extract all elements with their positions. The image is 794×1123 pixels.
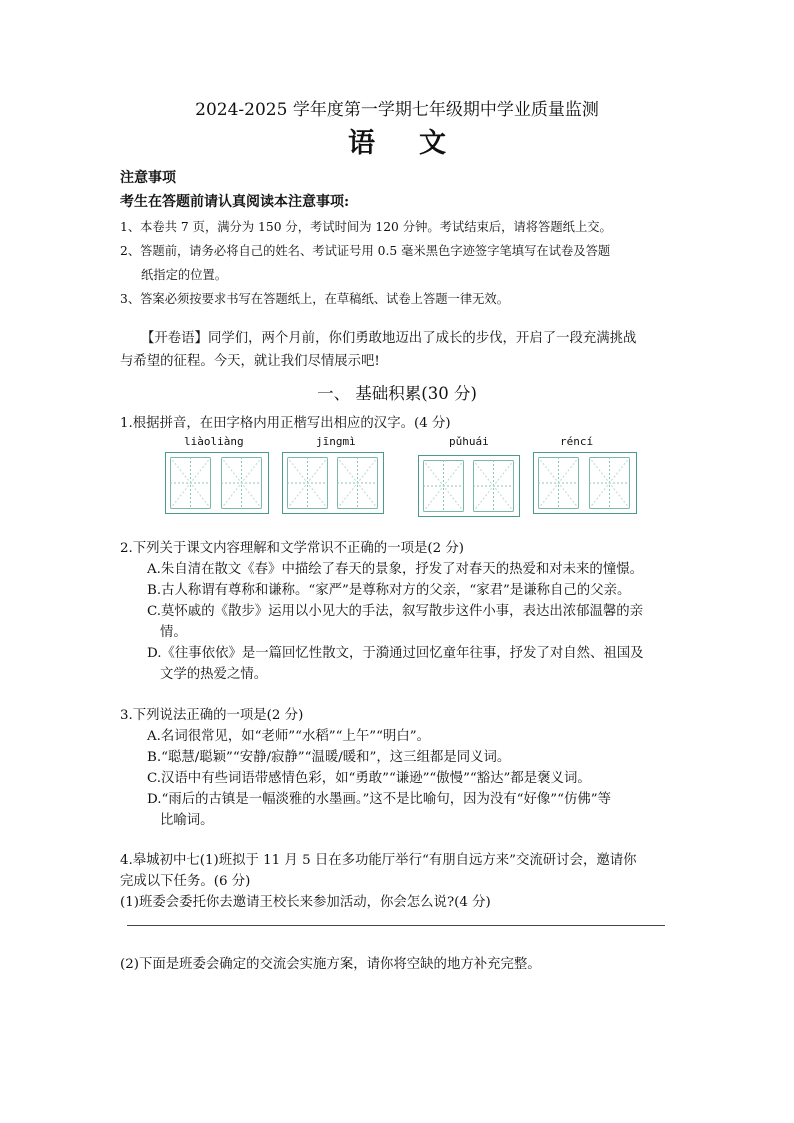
option-line: A.朱自清在散文《春》中描绘了春天的景象，抒发了对春天的热爱和对未来的憧憬。 (147, 562, 643, 577)
option-line: D.《往事依依》是一篇回忆性散文，于漪通过回忆童年往事，抒发了对自然、祖国及 (147, 646, 644, 661)
notes-item: 1、本卷共 7 页，满分为 150 分，考试时间为 120 分钟。考试结束后，请将答题纸上交。 (120, 220, 612, 234)
option-line: B.古人称谓有尊称和谦称。“家严”是尊称对方的父亲，“家君”是谦称自己的父亲。 (147, 583, 631, 598)
option-line: 文学的热爱之情。 (160, 667, 268, 682)
section-title: 一、 基础积累(30 分) (317, 384, 477, 403)
tianzige-cell[interactable] (419, 456, 468, 516)
notes-item: 纸指定的位置。 (141, 268, 228, 282)
notes-item: 3、答案必须按要求书写在答题纸上，在草稿纸、试卷上答题一律无效。 (120, 292, 510, 306)
tianzige-cell[interactable] (469, 456, 518, 516)
option-line: 比喻词。 (160, 813, 214, 828)
option-line: A.名词很常见，如“老师”“水稻”“上午”“明白”。 (147, 729, 430, 744)
tianzige-cell[interactable] (166, 453, 215, 513)
option-line: C.莫怀戚的《散步》运用以小见大的手法，叙写散步这件小事，表达出浓郁温馨的亲 (147, 604, 644, 619)
tianzige-cell[interactable] (283, 453, 332, 513)
pinyin-label: pǔhuái (449, 435, 489, 448)
sub-question: (1)班委会委托你去邀请王校长来参加活动，你会怎么说?(4 分) (120, 895, 491, 910)
tianzige-cell[interactable] (333, 453, 382, 513)
answer-line[interactable] (127, 925, 665, 926)
question-stem: 4.皋城初中七(1)班拟于 11 月 5 日在多功能厅举行“有朋自远方来”交流研讨会，邀请你 (120, 853, 637, 868)
tianzige-cell[interactable] (534, 453, 583, 513)
opening-line: 【开卷语】同学们，两个月前，你们勇敢地迈出了成长的步伐，开启了一段充满挑战 (141, 331, 637, 346)
option-line: D.“雨后的古镇是一幅淡雅的水墨画。”这不是比喻句，因为没有“好像”“仿佛”等 (147, 792, 611, 807)
tianzige-box[interactable] (533, 452, 637, 514)
tianzige-box[interactable] (165, 452, 269, 514)
notes-item: 2、答题前，请务必将自己的姓名、考试证号用 0.5 毫米黑色字迹签字笔填写在试卷及答题 (120, 244, 611, 258)
tianzige-box[interactable] (282, 452, 384, 514)
question-stem: 1.根据拼音，在田字格内用正楷写出相应的汉字。(4 分) (120, 416, 451, 431)
question-stem: 2.下列关于课文内容理解和文学常识不正确的一项是(2 分) (120, 541, 464, 556)
sub-question: (2)下面是班委会确定的交流会实施方案，请你将空缺的地方补充完整。 (120, 957, 541, 972)
tianzige-box[interactable] (418, 455, 520, 517)
tianzige-cell[interactable] (585, 453, 634, 513)
pinyin-label: liàoliàng (184, 435, 244, 448)
notes-title: 注意事项 (120, 170, 176, 186)
exam-title: 2024-2025 学年度第一学期七年级期中学业质量监测 (195, 100, 599, 120)
question-stem: 3.下列说法正确的一项是(2 分) (120, 708, 304, 723)
option-line: C.汉语中有些词语带感情色彩，如“勇敢”“谦逊”“傲慢”“豁达”都是褒义词。 (147, 771, 591, 786)
question-stem: 完成以下任务。(6 分) (120, 874, 251, 889)
subject-title: 语文 (348, 128, 490, 159)
option-line: 情。 (160, 625, 187, 640)
tianzige-cell[interactable] (217, 453, 266, 513)
pinyin-label: réncí (560, 435, 594, 448)
option-line: B.“聪慧/聪颖”“安静/寂静”“温暖/暖和”，这三组都是同义词。 (147, 750, 511, 765)
notes-intro: 考生在答题前请认真阅读本注意事项: (120, 194, 350, 210)
pinyin-label: jīngmì (316, 435, 356, 448)
opening-line: 与希望的征程。今天，就让我们尽情展示吧! (120, 354, 380, 369)
